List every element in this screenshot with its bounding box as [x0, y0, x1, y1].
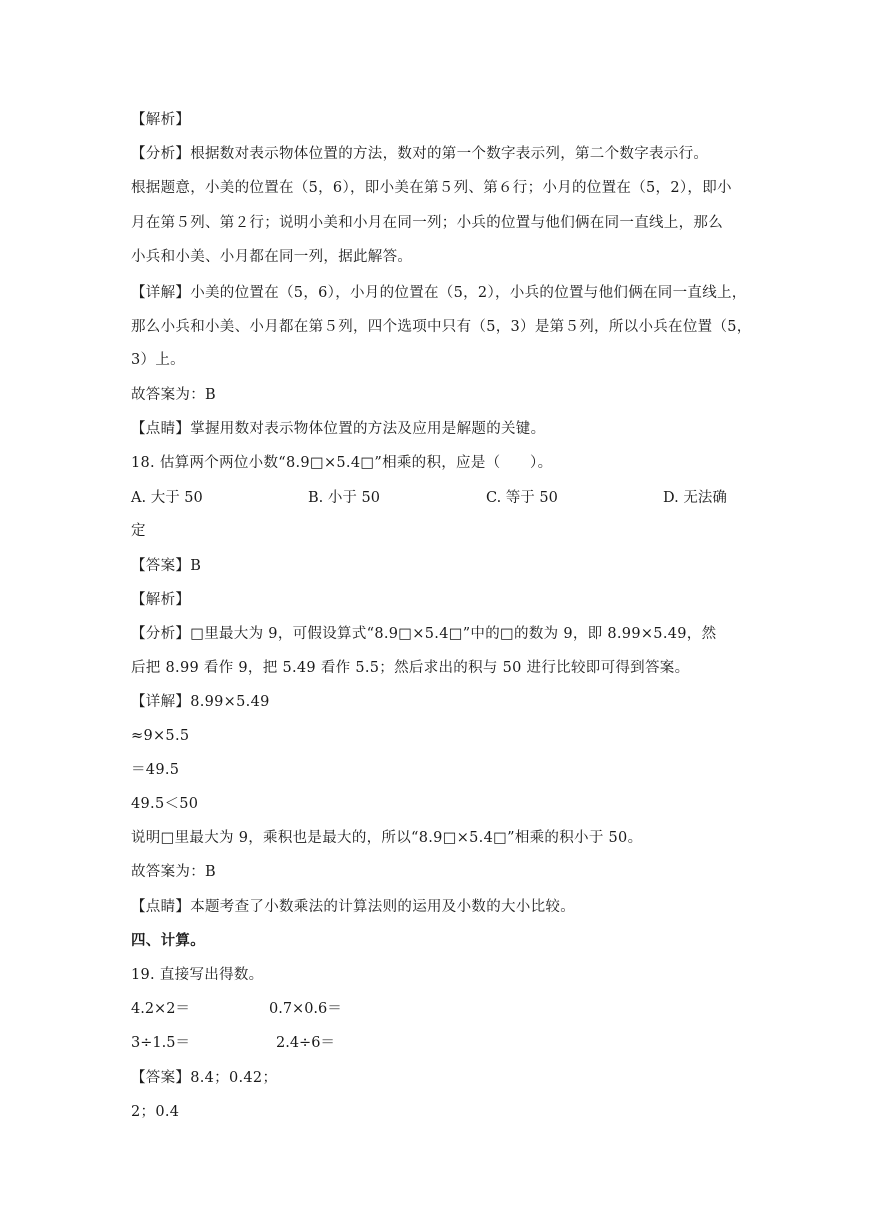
- q19-answer-line-2: 2；0.4: [131, 1104, 180, 1120]
- q17-fenxi-line-2: 根据题意，小美的位置在（5，6），即小美在第５列、第６行；小月的位置在（5，2），即小: [131, 180, 732, 196]
- q17-key-point: 【点睛】掌握用数对表示物体位置的方法及应用是解题的关键。: [131, 421, 546, 437]
- q18-xiangjie-line-1: 【详解】8.99×5.49: [131, 694, 270, 710]
- q18-analysis-heading: 【解析】: [131, 592, 191, 608]
- q18-option-d-wrap: 定: [131, 523, 146, 539]
- q17-xiangjie-line-2: 那么小兵和小美、小月都在第５列，四个选项中只有（5，3）是第５列，所以小兵在位置（5，: [131, 319, 752, 335]
- q17-fenxi-line-4: 小兵和小美、小月都在同一列，据此解答。: [131, 249, 413, 265]
- q18-xiangjie-line-4: 49.5＜50: [131, 796, 199, 812]
- q19-calc-1a: 4.2×2＝: [131, 1001, 190, 1017]
- q18-answer-label: 【答案】B: [131, 558, 202, 574]
- q17-analysis-heading: 【解析】: [131, 112, 191, 128]
- q19-calc-1b: 0.7×0.6＝: [269, 1001, 342, 1017]
- q18-xiangjie-line-5: 说明□里最大为 9，乘积也是最大的，所以“8.9□×5.4□”相乘的积小于 50。: [131, 830, 643, 846]
- q18-answer: 故答案为：B: [131, 864, 216, 880]
- q18-fenxi-line-2: 后把 8.99 看作 9，把 5.49 看作 5.5；然后求出的积与 50 进行比较即可得到答案。: [131, 660, 690, 676]
- q18-fenxi-line-1: 【分析】□里最大为 9，可假设算式“8.9□×5.4□”中的□的数为 9，即 8.99×5.49，然: [131, 626, 717, 642]
- q17-xiangjie-line-3: 3）上。: [131, 352, 185, 368]
- q17-answer: 故答案为：B: [131, 387, 216, 403]
- q17-fenxi-line-1: 【分析】根据数对表示物体位置的方法，数对的第一个数字表示列，第二个数字表示行。: [131, 146, 709, 162]
- q18-option-d: D. 无法确: [663, 490, 727, 506]
- q17-fenxi-line-3: 月在第５列、第２行；说明小美和小月在同一列；小兵的位置与他们俩在同一直线上，那么: [131, 215, 723, 231]
- q17-xiangjie-line-1: 【详解】小美的位置在（5，6），小月的位置在（5，2），小兵的位置与他们俩在同一直线上，: [131, 285, 747, 301]
- q18-xiangjie-line-2: ≈9×5.5: [131, 728, 190, 744]
- q18-option-b: B. 小于 50: [308, 490, 380, 506]
- q18-xiangjie-line-3: ＝49.5: [131, 762, 180, 778]
- q19-calc-2b: 2.4÷6＝: [276, 1035, 335, 1051]
- q19-calc-2a: 3÷1.5＝: [131, 1035, 190, 1051]
- q19-answer-line-1: 【答案】8.4；0.42；: [131, 1070, 278, 1086]
- q18-key-point: 【点睛】本题考查了小数乘法的计算法则的运用及小数的大小比较。: [131, 899, 575, 915]
- q18-option-a: A. 大于 50: [131, 490, 203, 506]
- q19-stem: 19. 直接写出得数。: [131, 967, 264, 983]
- q18-stem: 18. 估算两个两位小数“8.9□×5.4□”相乘的积，应是（ ）。: [131, 455, 553, 471]
- q18-option-c: C. 等于 50: [486, 490, 558, 506]
- section-4-title: 四、计算。: [131, 932, 205, 949]
